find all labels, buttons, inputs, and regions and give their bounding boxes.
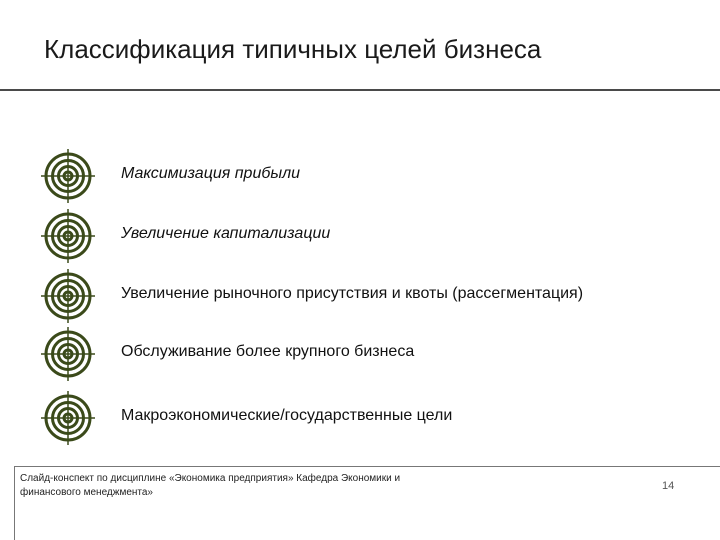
target-icon xyxy=(40,148,96,204)
target-icon xyxy=(40,326,96,382)
goal-label: Обслуживание более крупного бизнеса xyxy=(121,343,415,360)
goal-item-macroeconomic xyxy=(0,390,720,442)
goal-item-market-presence xyxy=(0,268,720,320)
goal-item-larger-business xyxy=(0,326,720,378)
goal-label: Макроэкономические/государственные цели xyxy=(121,407,453,424)
target-icon xyxy=(40,390,96,446)
goal-label: Увеличение рыночного присутствия и квоты (рассегментация) xyxy=(121,285,584,302)
footer-text: Слайд-конспект по дисциплине «Экономика предприятия» Кафедра Экономики и финансового менеджмента» xyxy=(20,473,401,498)
footer-divider-vertical xyxy=(14,466,15,540)
goal-item-capitalization xyxy=(0,208,720,260)
page-number: 14 xyxy=(662,480,675,492)
target-icon xyxy=(40,208,96,264)
goal-label: Максимизация прибыли xyxy=(121,165,301,182)
target-icon xyxy=(40,268,96,324)
slide-title: Классификация типичных целей бизнеса xyxy=(44,34,542,64)
goal-item-profit xyxy=(0,148,720,200)
footer-divider xyxy=(14,466,720,467)
title-divider xyxy=(0,89,720,91)
goal-label: Увеличение капитализации xyxy=(121,225,331,242)
